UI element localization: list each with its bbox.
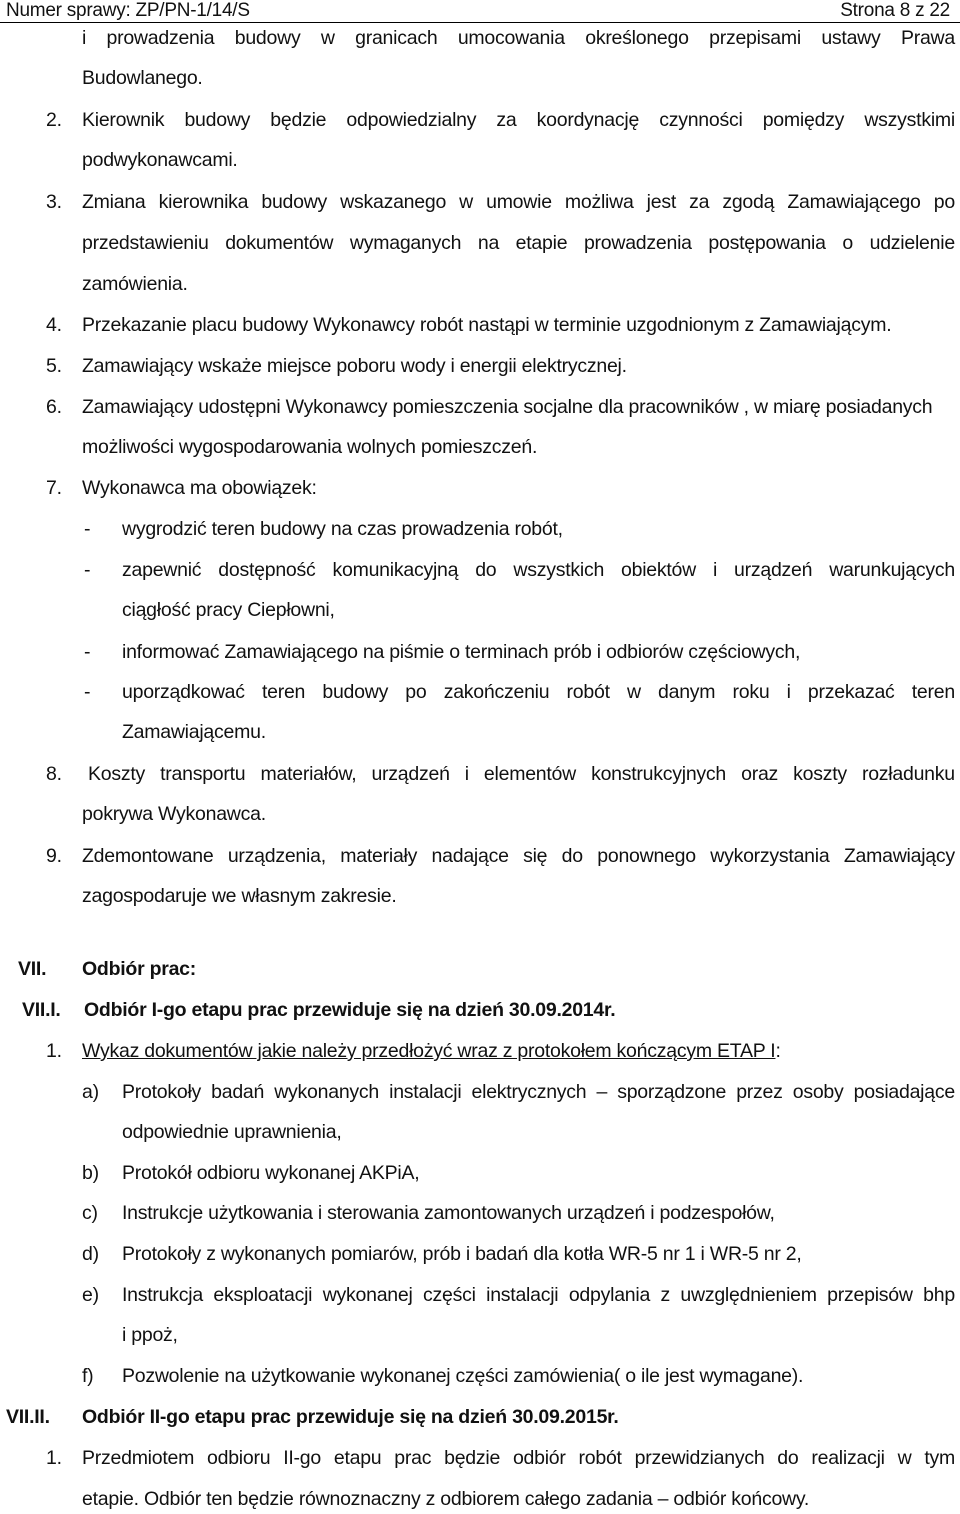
word: przedstawieniu bbox=[82, 232, 209, 254]
item-number: 2. bbox=[46, 109, 62, 131]
word: do bbox=[561, 845, 583, 867]
continuation-line: Budowlanego. bbox=[82, 67, 203, 89]
list-letter: e) bbox=[82, 1284, 99, 1306]
item-number: 1. bbox=[46, 1040, 62, 1062]
word: warunkujących bbox=[829, 559, 955, 581]
word: transportu bbox=[160, 763, 246, 785]
word: bhp bbox=[923, 1284, 955, 1306]
word: będzie bbox=[270, 109, 327, 131]
word: zakończeniu bbox=[443, 681, 550, 703]
word: i bbox=[82, 27, 87, 49]
word: za bbox=[689, 191, 710, 213]
word: odbioru bbox=[207, 1447, 271, 1469]
word: i bbox=[464, 763, 469, 785]
list-letter: f) bbox=[82, 1365, 94, 1387]
continuation-line: i ppoż, bbox=[122, 1324, 178, 1346]
word: na bbox=[477, 232, 500, 254]
word: Przedmiotem bbox=[82, 1447, 195, 1469]
word: odbiór bbox=[512, 1447, 566, 1469]
word: etapie bbox=[515, 232, 568, 254]
word: ustawy bbox=[821, 27, 881, 49]
text-line: Protokoły z wykonanych pomiarów, prób i badań dla kotła WR-5 nr 1 i WR-5 nr 2, bbox=[122, 1243, 802, 1265]
word: Instrukcja bbox=[122, 1284, 203, 1306]
word: części bbox=[423, 1284, 476, 1306]
item-number: 8. bbox=[46, 763, 62, 785]
dash-bullet: - bbox=[84, 518, 91, 540]
text-line: Pozwolenie na użytkowanie wykonanej części zamówienia( o ile jest wymagane). bbox=[122, 1365, 804, 1387]
word: etapu bbox=[333, 1447, 382, 1469]
item-number: 6. bbox=[46, 396, 62, 418]
continuation-line: zagospodaruje we własnym zakresie. bbox=[82, 885, 397, 907]
word: będzie bbox=[444, 1447, 501, 1469]
word: wskazanego bbox=[340, 191, 447, 213]
word: czynności bbox=[659, 109, 743, 131]
justified-line bbox=[88, 762, 955, 786]
word: elektrycznych bbox=[471, 1081, 587, 1103]
word: prowadzenia bbox=[106, 27, 215, 49]
word: uwzględnieniem bbox=[680, 1284, 817, 1306]
page-number: Strona 8 z 22 bbox=[840, 0, 950, 21]
word: granicach bbox=[355, 27, 438, 49]
word: postępowania bbox=[708, 232, 826, 254]
word: prac bbox=[394, 1447, 432, 1469]
word: tym bbox=[924, 1447, 955, 1469]
section-title: Odbiór II-go etapu prac przewiduje się na dzień 30.09.2015r. bbox=[82, 1406, 619, 1428]
justified-line bbox=[82, 1446, 955, 1470]
word: Zdemontowane bbox=[82, 845, 214, 867]
word: przewidzianych bbox=[634, 1447, 765, 1469]
word: zapewnić bbox=[122, 559, 202, 581]
word: i bbox=[712, 559, 718, 581]
word: oraz bbox=[741, 763, 779, 785]
word: wykonanej bbox=[322, 1284, 413, 1306]
word: budowy bbox=[322, 681, 389, 703]
word: materiały bbox=[340, 845, 418, 867]
word: pomiędzy bbox=[762, 109, 845, 131]
word: dostępność bbox=[218, 559, 316, 581]
word: przepisów bbox=[827, 1284, 913, 1306]
justified-line bbox=[82, 231, 955, 255]
word: możliwa bbox=[564, 191, 634, 213]
dash-bullet: - bbox=[84, 681, 91, 703]
word: robót bbox=[566, 681, 610, 703]
word: zgodą bbox=[722, 191, 775, 213]
word: sporządzone bbox=[617, 1081, 727, 1103]
item-number: 9. bbox=[46, 845, 62, 867]
word: Zamawiającego bbox=[787, 191, 921, 213]
continuation-line: Zamawiającemu. bbox=[122, 721, 266, 743]
item-number: 3. bbox=[46, 191, 62, 213]
word: instalacji bbox=[389, 1081, 462, 1103]
word: po bbox=[405, 681, 427, 703]
word: i bbox=[786, 681, 791, 703]
section-number: VII. bbox=[18, 958, 47, 980]
text-line: Zamawiający udostępni Wykonawcy pomieszczenia socjalne dla pracowników , w miarę posiadanych bbox=[82, 396, 933, 418]
word: komunikacyjną bbox=[332, 559, 459, 581]
continuation-line: podwykonawcami. bbox=[82, 149, 238, 171]
word: robót bbox=[578, 1447, 622, 1469]
word: elementów bbox=[483, 763, 576, 785]
word: w bbox=[897, 1447, 912, 1469]
justified-line bbox=[82, 108, 955, 132]
word: udzielenie bbox=[869, 232, 955, 254]
continuation-line: etapie. Odbiór ten będzie równoznaczny z odbiorem całego zadania – odbiór końcowy. bbox=[82, 1488, 810, 1510]
dash-bullet: - bbox=[84, 641, 91, 663]
continuation-line: odpowiednie uprawnienia, bbox=[122, 1121, 342, 1143]
continuation-line: ciągłość pracy Ciepłowni, bbox=[122, 599, 335, 621]
word: Koszty bbox=[88, 763, 146, 785]
text-line: Instrukcje użytkowania i sterowania zamontowanych urządzeń i podzespołów, bbox=[122, 1202, 775, 1224]
word: danym bbox=[658, 681, 716, 703]
word: do bbox=[777, 1447, 799, 1469]
section-number: VII.I. bbox=[22, 999, 61, 1021]
word: się bbox=[523, 845, 548, 867]
text-line: wygrodzić teren budowy na czas prowadzenia robót, bbox=[122, 518, 563, 540]
text-line: Wykonawca ma obowiązek: bbox=[82, 477, 317, 499]
justified-line bbox=[82, 844, 955, 868]
heading-colon: : bbox=[775, 1040, 781, 1062]
word: ponownego bbox=[597, 845, 696, 867]
word: za bbox=[496, 109, 517, 131]
word: koszty bbox=[793, 763, 847, 785]
word: w bbox=[626, 681, 641, 703]
word: realizacji bbox=[811, 1447, 885, 1469]
word: budowy bbox=[261, 191, 328, 213]
word: do bbox=[475, 559, 497, 581]
continuation-line: zamówienia. bbox=[82, 273, 188, 295]
word: Zmiana bbox=[82, 191, 146, 213]
section-number: VII.II. bbox=[6, 1406, 50, 1428]
list-letter: c) bbox=[82, 1202, 98, 1224]
word: określonego bbox=[585, 27, 689, 49]
word: budowy bbox=[234, 27, 301, 49]
word: przez bbox=[736, 1081, 783, 1103]
word: po bbox=[933, 191, 955, 213]
word: urządzeń bbox=[734, 559, 813, 581]
page-header bbox=[0, 0, 960, 23]
word: jest bbox=[646, 191, 677, 213]
section-title: Odbiór I-go etapu prac przewiduje się na dzień 30.09.2014r. bbox=[84, 999, 616, 1021]
word: wszystkich bbox=[513, 559, 605, 581]
word: z bbox=[660, 1284, 670, 1306]
word: w bbox=[459, 191, 473, 213]
word: uporządkować bbox=[122, 681, 245, 703]
word: wykorzystania bbox=[710, 845, 830, 867]
section-title: Odbiór prac: bbox=[82, 958, 197, 980]
word: wykonanych bbox=[274, 1081, 380, 1103]
word: umowie bbox=[486, 191, 552, 213]
word: obiektów bbox=[621, 559, 696, 581]
word: eksploatacji bbox=[213, 1284, 313, 1306]
text-line: Zamawiający wskaże miejsce poboru wody i energii elektrycznej. bbox=[82, 355, 627, 377]
word: posiadające bbox=[853, 1081, 955, 1103]
continuation-line: pokrywa Wykonawca. bbox=[82, 803, 266, 825]
word: urządzeń bbox=[371, 763, 450, 785]
word: kierownika bbox=[158, 191, 249, 213]
justified-line bbox=[122, 680, 955, 704]
list-letter: a) bbox=[82, 1081, 99, 1103]
text-line: informować Zamawiającego na piśmie o terminach prób i odbiorów częściowych, bbox=[122, 641, 801, 663]
justified-line bbox=[122, 558, 955, 582]
word: teren bbox=[911, 681, 955, 703]
list-letter: b) bbox=[82, 1162, 99, 1184]
documents-list-heading bbox=[82, 1039, 781, 1063]
word: materiałów, bbox=[260, 763, 357, 785]
word: Prawa bbox=[900, 27, 955, 49]
list-letter: d) bbox=[82, 1243, 99, 1265]
word: rozładunku bbox=[861, 763, 955, 785]
word: dokumentów bbox=[225, 232, 334, 254]
word: o bbox=[842, 232, 853, 254]
underlined-heading: Wykaz dokumentów jakie należy przedłożyć wraz z protokołem kończącym ETAP I bbox=[82, 1040, 776, 1062]
word: przekazać bbox=[807, 681, 895, 703]
word: umocowania bbox=[457, 27, 565, 49]
word: osoby bbox=[792, 1081, 844, 1103]
text-line: Przekazanie placu budowy Wykonawcy robót nastąpi w terminie uzgodnionym z Zamawiającym. bbox=[82, 314, 892, 336]
justified-line bbox=[122, 1283, 955, 1307]
word: teren bbox=[261, 681, 306, 703]
word: – bbox=[596, 1081, 608, 1103]
word: badań bbox=[211, 1081, 265, 1103]
item-number: 1. bbox=[46, 1447, 62, 1469]
justified-line bbox=[82, 26, 955, 50]
word: wymaganych bbox=[349, 232, 462, 254]
justified-line bbox=[122, 1080, 955, 1104]
word: Kierownik bbox=[82, 109, 165, 131]
item-number: 7. bbox=[46, 477, 62, 499]
text-line: Protokół odbioru wykonanej AKPiA, bbox=[122, 1162, 420, 1184]
item-number: 5. bbox=[46, 355, 62, 377]
continuation-line: możliwości wygospodarowania wolnych pomieszczeń. bbox=[82, 436, 538, 458]
dash-bullet: - bbox=[84, 559, 91, 581]
word: odpowiedzialny bbox=[346, 109, 477, 131]
case-number: Numer sprawy: ZP/PN-1/14/S bbox=[6, 0, 250, 21]
word: urządzenia, bbox=[227, 845, 326, 867]
word: roku bbox=[732, 681, 770, 703]
word: koordynację bbox=[536, 109, 640, 131]
justified-line bbox=[82, 190, 955, 214]
item-number: 4. bbox=[46, 314, 62, 336]
word: nadające bbox=[431, 845, 509, 867]
word: w bbox=[320, 27, 335, 49]
word: wszystkimi bbox=[864, 109, 955, 131]
word: instalacji bbox=[486, 1284, 559, 1306]
word: II-go bbox=[283, 1447, 321, 1469]
word: odpylania bbox=[568, 1284, 651, 1306]
word: Protokoły bbox=[122, 1081, 202, 1103]
word: prowadzenia bbox=[583, 232, 692, 254]
word: konstrukcyjnych bbox=[591, 763, 727, 785]
word: przepisami bbox=[709, 27, 801, 49]
word: budowy bbox=[184, 109, 251, 131]
word: Zamawiający bbox=[843, 845, 955, 867]
